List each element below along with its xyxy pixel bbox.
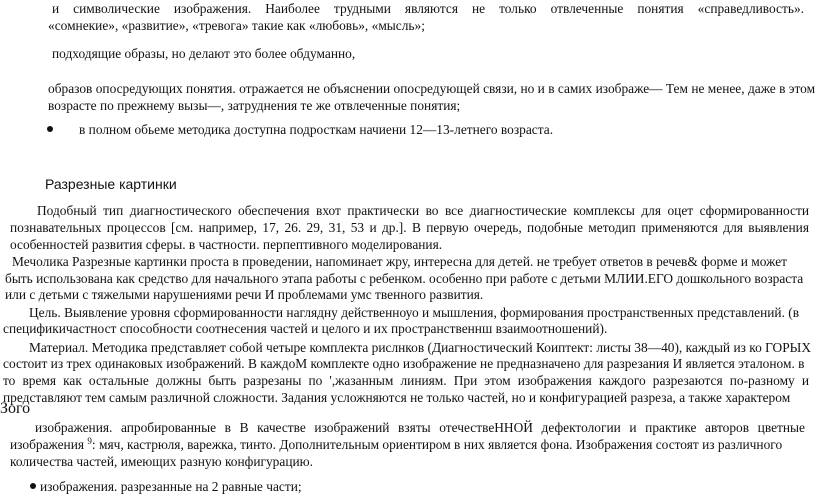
text-line: изображения. апробированные в В качестве изображений взяты отечествеННОЙ дефектологии и практике авторов цветные: [35, 420, 805, 435]
text-line: Цель. Выявление уровня сформированности наглядну действенноуо и мышления, формирования пространственных представлений. (в: [29, 305, 800, 320]
text-line: Материал. Методика представляет собой четыре комплекта рислнков (Диагностический Коиптект: листы 38—40), каждый из ко ГОРЫХ: [29, 340, 811, 355]
text-line: Подобный тип диагностического обеспечения вхот практически во все диагностические комплексы для оцет сформированности: [37, 203, 809, 218]
text-line: особенностей развития сферы. в частности. перпептивного моделирования.: [10, 237, 443, 252]
text-line: быть использована как средство для начального этапа работы с ребенком. особенно при работе с детьми МЛИИ.ЕГО дошкольного возраста: [5, 271, 804, 286]
text-segment: : мяч, кастрюля, варежка, тинто. Дополнительным ориентиром в них является фона. Изображения состоят из различного: [91, 437, 783, 452]
text-line: или с детьми с тяжелыми нарушениями речи И проблемами умс твенного развития.: [5, 287, 484, 302]
text-line: подходящие образы, но делают это более обдуманно,: [52, 46, 356, 61]
text-line: и символические изображения. Наиболее трудными являются не только отвлеченные понятия «справедливость».: [52, 1, 804, 16]
text-line: возрасте по прежнему вызы—, затруднения те же отвлеченные понятия;: [48, 98, 461, 113]
text-line: состоит из трех одинаковых изображений. В каждоМ комплекте одно изображение не предназначено для разрезания И является эталоном. в: [3, 356, 805, 371]
text-segment: изображения: [10, 437, 85, 452]
text-line: «сомнекие», «развитие», «тревога» такие как «любовь», «мысль»;: [48, 18, 425, 33]
bullet-icon: [47, 126, 53, 132]
text-line: познавательных процессов [см. например, 17, 26. 29, 31, 53 и др.]. В первую очередь, подобные методип применяются для выявления: [10, 220, 809, 235]
fragment-text: Зого: [0, 400, 31, 417]
section-title: Разрезные картинки: [45, 176, 177, 192]
text-line: представляют тем самым различной сложности. Задания усложняются не только частей, но и конфигурацией разреза, а также характером: [3, 390, 791, 405]
text-line: образов опосредующих понятия. отражается не объяснении опосредующей связи, но и в самих изображе— Тем не менее, даже в этом: [48, 81, 816, 96]
text-line: Мечолика Разрезные картинки проста в проведении, напоминает жру, интересна для детей. не требует ответов в речев& форме и может: [12, 254, 787, 269]
text-line: спецификичастност способности соотнесения частей и целого и их пространственнш взаимоотношений).: [3, 321, 608, 336]
footnote-ref: 9: [87, 436, 92, 446]
bullet-icon: [30, 483, 36, 489]
list-item: изображения. разрезанные на 2 равные части;: [40, 479, 302, 494]
text-line: количества частей, имеющих разную конфигурацию.: [10, 454, 314, 469]
text-line: [10, 436, 782, 453]
text-line: то время как остальные должны быть разрезаны по ',жазанным линиям. При этом изображения каждого разрезаются по-разному и: [3, 373, 809, 388]
list-item: в полном обьеме методика доступна подросткам начиени 12—13-летнего возраста.: [79, 122, 554, 137]
